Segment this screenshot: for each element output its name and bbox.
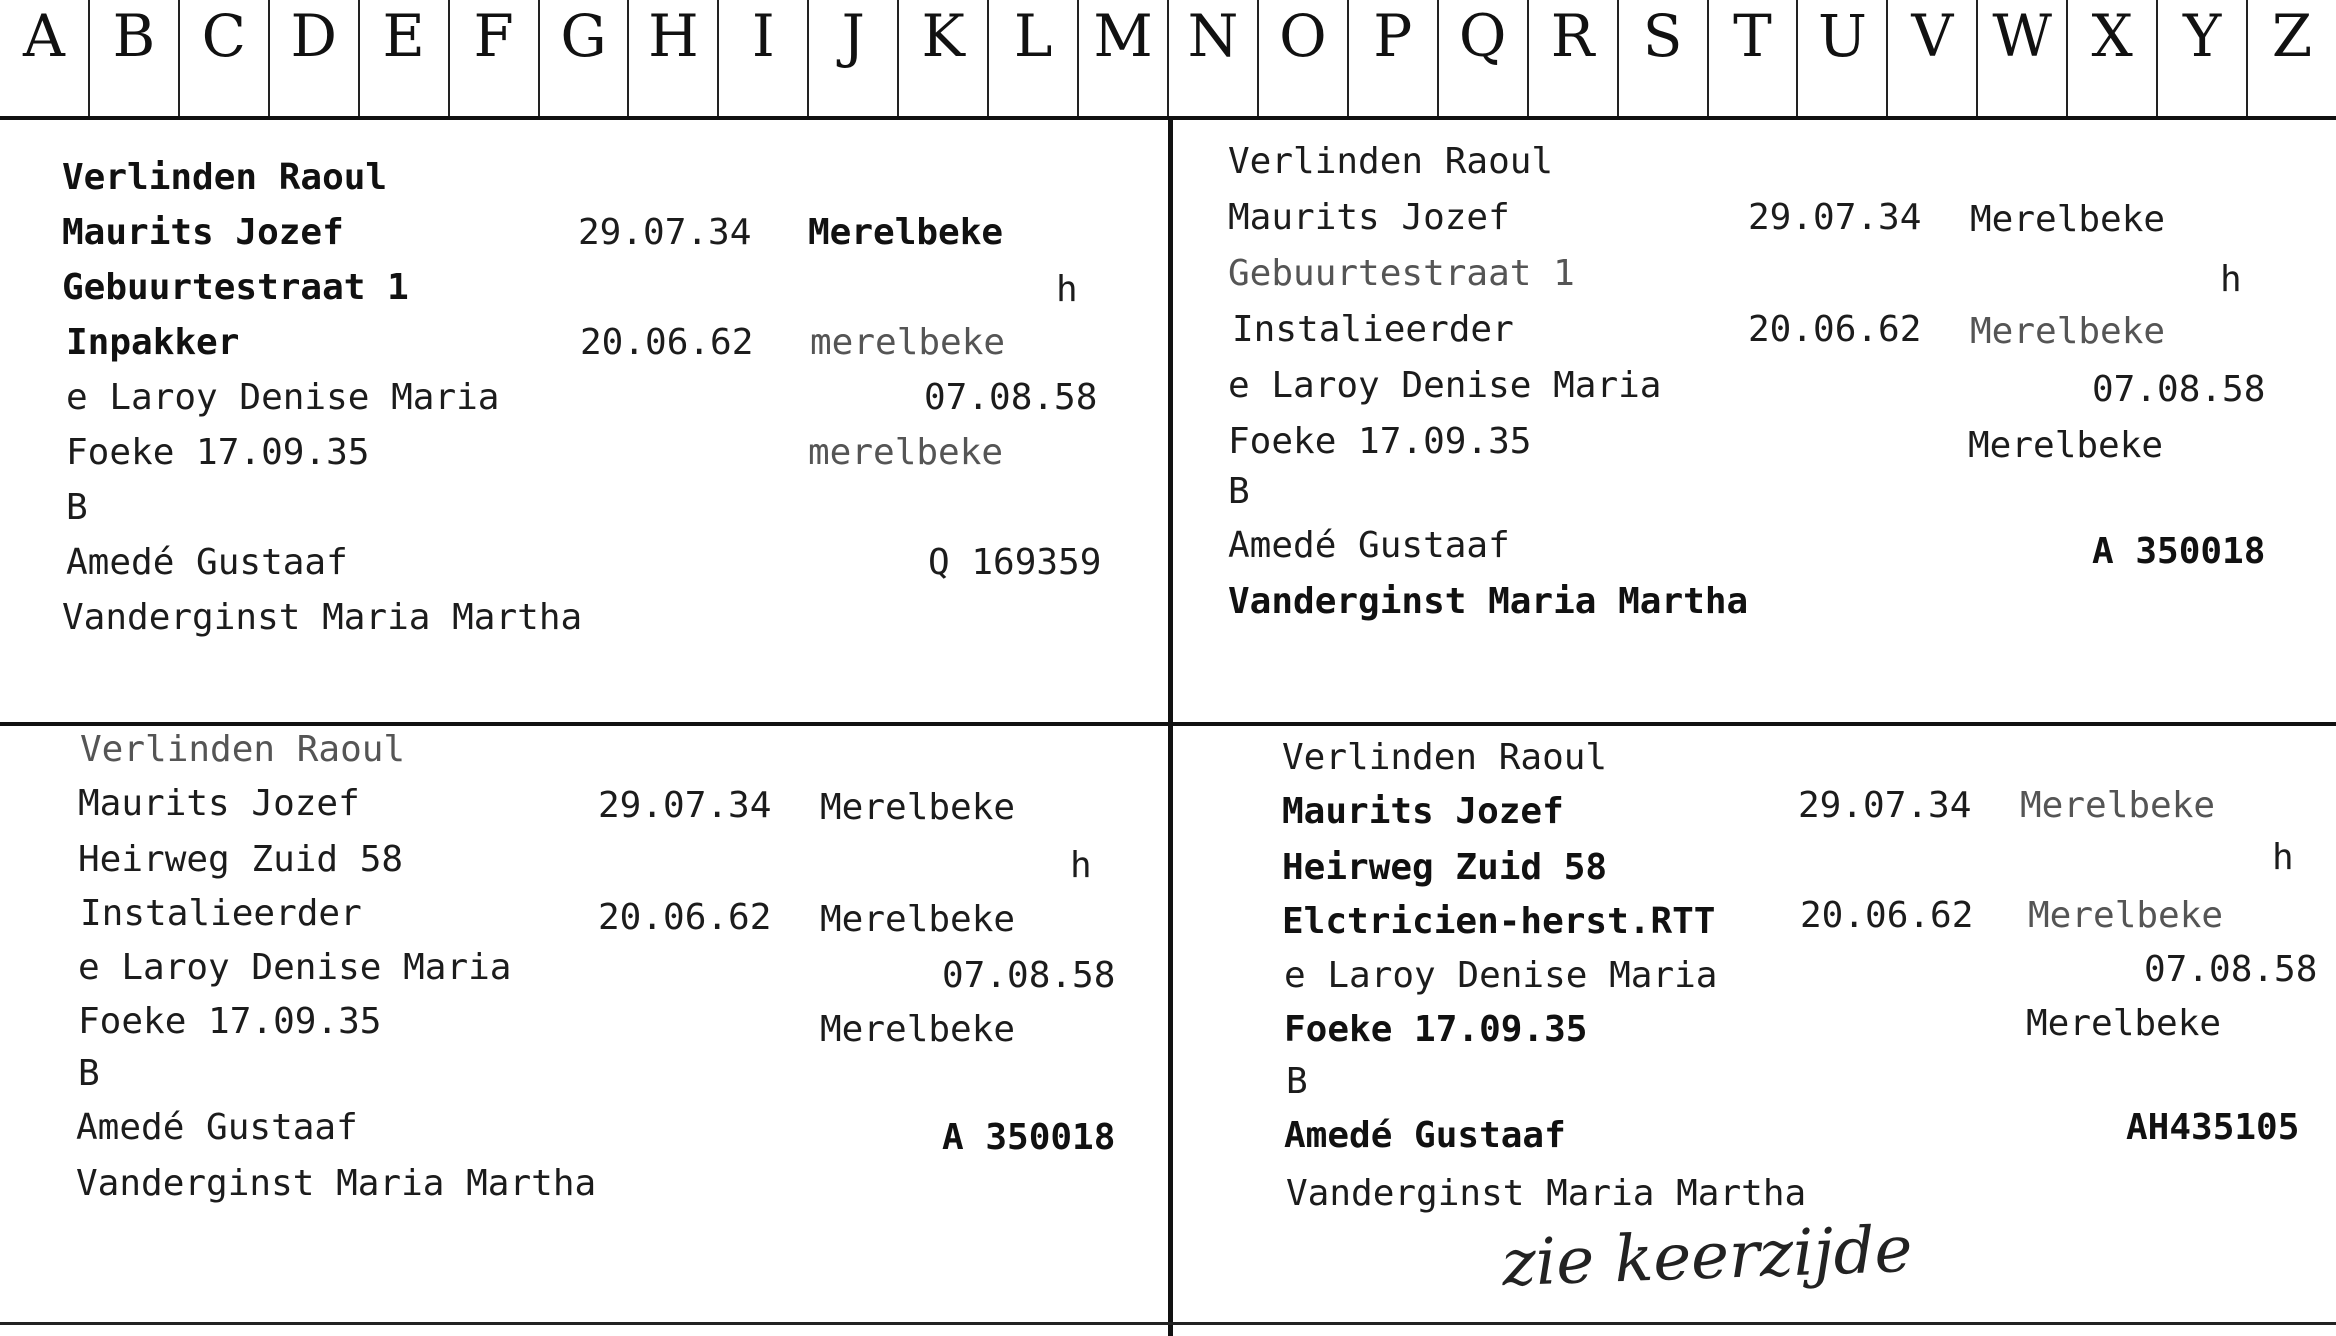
alphabet-letter: F [473, 2, 514, 70]
alphabet-letter: X [2091, 2, 2133, 70]
card-father: Amedé Gustaaf [76, 1107, 358, 1148]
card-birth-place: Merelbeke [1970, 199, 2166, 240]
card-spouse-place: Merelbeke [1968, 425, 2164, 466]
alphabet-cell-y [2158, 0, 2248, 116]
card-letter: B [1228, 471, 1250, 512]
alphabet-letter: K [921, 2, 965, 70]
alphabet-letter: L [1013, 2, 1053, 70]
alphabet-cell-m [1079, 0, 1169, 116]
card-occupation: Elctricien-herst.RTT [1282, 901, 1716, 942]
alphabet-cell-g [540, 0, 630, 116]
card-spouse-place: merelbeke [808, 432, 1004, 473]
card-letter: B [78, 1053, 100, 1094]
card-occupation-date: 20.06.62 [1800, 895, 1974, 936]
alphabet-cell-r [1529, 0, 1619, 116]
card-marriage-date: 07.08.58 [2144, 949, 2318, 990]
card-occupation-date: 20.06.62 [580, 322, 754, 363]
alphabet-cell-x [2068, 0, 2158, 116]
card-mother: Vanderginst Maria Martha [62, 597, 583, 638]
card-birth-date: 29.07.34 [598, 785, 772, 826]
alphabet-letter: B [112, 2, 156, 70]
alphabet-letter: E [382, 2, 425, 70]
card-given-names: Maurits Jozef [78, 783, 360, 824]
card-spouse: e Laroy Denise Maria [78, 947, 512, 988]
card-marriage-date: 07.08.58 [2092, 369, 2266, 410]
alphabet-letter: M [1093, 2, 1153, 70]
record-card-top-left [0, 120, 1170, 726]
alphabet-cell-h [629, 0, 719, 116]
card-birth-date: 29.07.34 [578, 212, 752, 253]
card-address-mark: h [2220, 259, 2242, 300]
alphabet-letter: I [751, 2, 775, 70]
card-birth-date: 29.07.34 [1798, 785, 1972, 826]
alphabet-cell-e [360, 0, 450, 116]
card-marriage-date: 07.08.58 [924, 377, 1098, 418]
alphabet-letter: N [1187, 2, 1239, 70]
alphabet-cell-w [1978, 0, 2068, 116]
alphabet-letter: D [290, 2, 337, 70]
alphabet-letter: Y [2182, 2, 2222, 70]
alphabet-letter: V [1911, 2, 1954, 70]
card-spouse: e Laroy Denise Maria [1284, 955, 1718, 996]
card-name: Verlinden Raoul [62, 157, 388, 198]
alphabet-letter: H [648, 2, 699, 70]
card-name: Verlinden Raoul [1228, 141, 1554, 182]
alphabet-cell-v [1888, 0, 1978, 116]
alphabet-letter: O [1279, 2, 1327, 70]
card-occupation-place: Merelbeke [820, 899, 1016, 940]
alphabet-index-bar [0, 0, 2336, 120]
alphabet-cell-s [1619, 0, 1709, 116]
card-occupation-place: Merelbeke [1970, 311, 2166, 352]
alphabet-letter: Z [2271, 2, 2313, 70]
card-address: Heirweg Zuid 58 [1282, 847, 1608, 888]
card-address: Gebuurtestraat 1 [62, 267, 409, 308]
alphabet-letter: T [1733, 2, 1772, 70]
card-letter: B [1286, 1061, 1308, 1102]
card-birth-place: Merelbeke [820, 787, 1016, 828]
alphabet-letter: A [23, 2, 65, 70]
card-spouse: e Laroy Denise Maria [1228, 365, 1662, 406]
card-occupation-place: merelbeke [810, 322, 1006, 363]
alphabet-cell-n [1169, 0, 1259, 116]
card-letter: B [66, 487, 88, 528]
card-occupation-date: 20.06.62 [1748, 309, 1922, 350]
alphabet-cell-l [989, 0, 1079, 116]
alphabet-cell-i [719, 0, 809, 116]
card-spouse-place: Merelbeke [2026, 1003, 2222, 1044]
card-name: Verlinden Raoul [1282, 737, 1608, 778]
card-address: Heirweg Zuid 58 [78, 839, 404, 880]
card-spouse-birth: Foeke 17.09.35 [66, 432, 370, 473]
alphabet-cell-p [1349, 0, 1439, 116]
alphabet-letter: U [1817, 2, 1867, 70]
card-mother: Vanderginst Maria Martha [1228, 581, 1749, 622]
alphabet-cell-d [270, 0, 360, 116]
card-given-names: Maurits Jozef [62, 212, 344, 253]
alphabet-letter: Q [1458, 2, 1507, 70]
card-spouse-place: Merelbeke [820, 1009, 1016, 1050]
alphabet-cell-k [899, 0, 989, 116]
card-address-mark: h [2272, 837, 2294, 878]
alphabet-cell-z [2248, 0, 2336, 116]
alphabet-letter: W [1992, 2, 2053, 70]
card-name: Verlinden Raoul [80, 729, 406, 770]
card-father: Amedé Gustaaf [1228, 525, 1510, 566]
card-mother: Vanderginst Maria Martha [76, 1163, 597, 1204]
card-address-mark: h [1070, 845, 1092, 886]
card-father: Amedé Gustaaf [66, 542, 348, 583]
card-number: Q 169359 [928, 542, 1102, 583]
alphabet-letter: P [1373, 2, 1413, 70]
record-card-bottom-left [0, 728, 1170, 1328]
record-card-top-right [1172, 120, 2336, 726]
card-occupation: Instalieerder [1232, 309, 1514, 350]
alphabet-cell-c [180, 0, 270, 116]
alphabet-cell-b [90, 0, 180, 116]
card-number: A 350018 [942, 1117, 1116, 1158]
card-birth-place: Merelbeke [2020, 785, 2216, 826]
card-number: AH435105 [2126, 1107, 2300, 1148]
alphabet-letter: S [1642, 2, 1683, 70]
card-address-mark: h [1056, 269, 1078, 310]
alphabet-cell-t [1709, 0, 1799, 116]
card-given-names: Maurits Jozef [1228, 197, 1510, 238]
card-occupation-date: 20.06.62 [598, 897, 772, 938]
alphabet-cell-j [809, 0, 899, 116]
alphabet-cell-o [1259, 0, 1349, 116]
card-birth-date: 29.07.34 [1748, 197, 1922, 238]
record-card-bottom-right [1172, 728, 2336, 1328]
card-occupation-place: Merelbeke [2028, 895, 2224, 936]
card-number: A 350018 [2092, 531, 2266, 572]
card-marriage-date: 07.08.58 [942, 955, 1116, 996]
card-mother: Vanderginst Maria Martha [1286, 1173, 1807, 1214]
alphabet-cell-u [1798, 0, 1888, 116]
card-spouse-birth: Foeke 17.09.35 [1284, 1009, 1588, 1050]
card-spouse: e Laroy Denise Maria [66, 377, 500, 418]
handwritten-note: zie keerzijde [1500, 1212, 1914, 1302]
card-occupation: Inpakker [66, 322, 240, 363]
alphabet-letter: G [560, 2, 607, 70]
card-spouse-birth: Foeke 17.09.35 [1228, 421, 1532, 462]
alphabet-cell-q [1439, 0, 1529, 116]
card-address: Gebuurtestraat 1 [1228, 253, 1575, 294]
card-given-names: Maurits Jozef [1282, 791, 1564, 832]
alphabet-cell-a [0, 0, 90, 116]
card-spouse-birth: Foeke 17.09.35 [78, 1001, 382, 1042]
card-birth-place: Merelbeke [808, 212, 1004, 253]
alphabet-cell-f [450, 0, 540, 116]
alphabet-letter: J [841, 2, 865, 70]
card-occupation: Instalieerder [80, 893, 362, 934]
alphabet-letter: R [1550, 2, 1595, 70]
card-father: Amedé Gustaaf [1284, 1115, 1566, 1156]
alphabet-letter: C [201, 2, 246, 70]
